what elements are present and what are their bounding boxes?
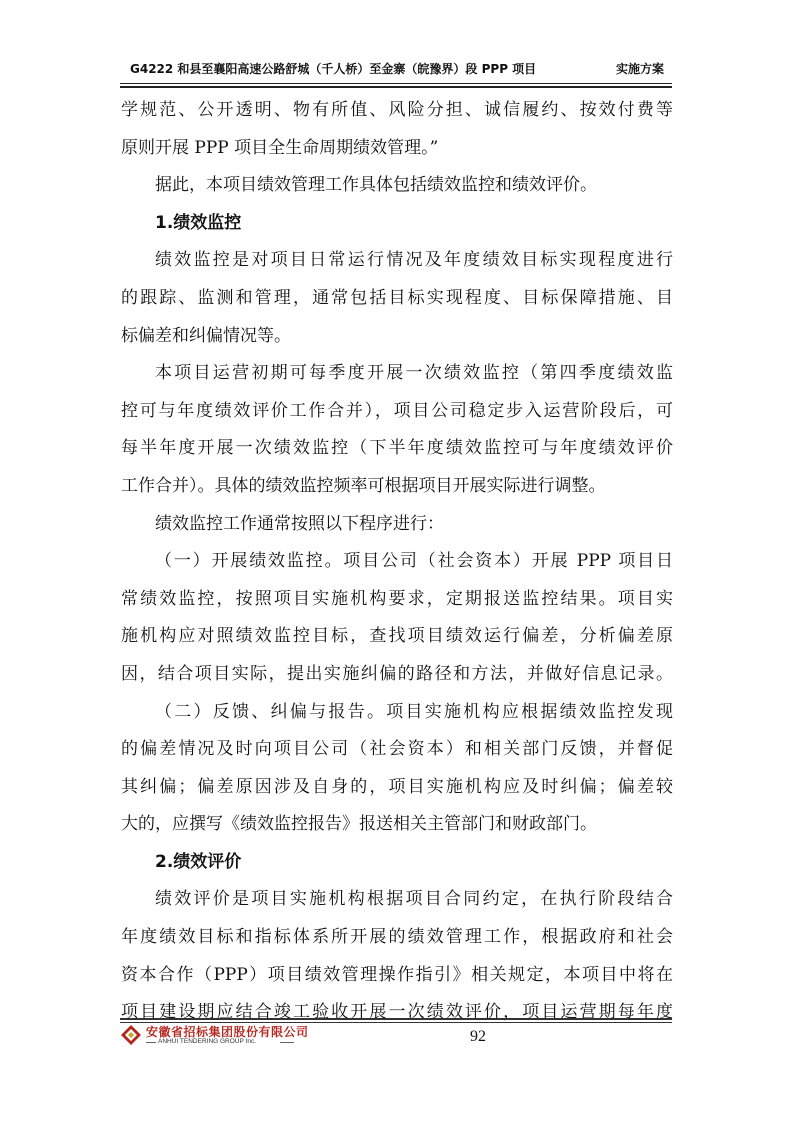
paragraph-line: 绩效监控工作通常按照以下程序进行： [155, 513, 444, 534]
paragraph-line: 据此，本项目绩效管理工作具体包括绩效监控和绩效评价。 [155, 175, 597, 196]
text-line: 年度绩效目标和指标体系所开展的绩效管理工作，根据政府和社会 [121, 927, 673, 948]
text-line: 项目建设期应结合竣工验收开展一次绩效评价，项目运营期每年度 [121, 1002, 673, 1023]
section-heading-evaluation: 2.绩效评价 [155, 851, 242, 872]
paragraph-line: 绩效评价是项目实施机构根据项目合同约定，在执行阶段结合 [155, 889, 673, 910]
text-line: 常绩效监控，按照项目实施机构要求，定期报送监控结果。项目实 [121, 588, 673, 609]
page-number: 92 [470, 1028, 486, 1045]
body-text [121, 92, 673, 1032]
section-heading-monitoring: 1.绩效监控 [155, 212, 242, 233]
text-line: 原则开展 PPP 项目全生命周期绩效管理。” [121, 137, 439, 158]
paragraph-line: 绩效监控是对项目日常运行情况及年度绩效目标实现程度进行 [155, 250, 673, 271]
header-rule-thick [120, 86, 672, 88]
text-line: 的偏差情况及时向项目公司（社会资本）和相关部门反馈，并督促 [121, 739, 673, 760]
document-title: G4222 和县至襄阳高速公路舒城（千人桥）至金寨（皖豫界）段 PPP 项目 [130, 62, 537, 76]
paragraph-line: 本项目运营初期可每季度开展一次绩效监控（第四季度绩效监 [155, 363, 673, 384]
logo-en-rule-left [146, 1042, 156, 1043]
text-line: 标偏差和纠偏情况等。 [121, 325, 291, 346]
text-line: 控可与年度绩效评价工作合并），项目公司稳定步入运营阶段后，可 [121, 400, 673, 421]
text-line: 因，结合项目实际，提出实施纠偏的路径和方法，并做好信息记录。 [121, 663, 673, 684]
company-logo [120, 1024, 340, 1046]
text-line: 的跟踪、监测和管理，通常包括目标实现程度、目标保障措施、目 [121, 287, 673, 308]
section-label: 实施方案 [615, 62, 664, 76]
header-rule-thin [120, 83, 672, 84]
company-logo-icon [120, 1024, 142, 1046]
company-name-en: ANHUI TENDERING GROUP Inc. [158, 1038, 256, 1045]
text-line: 施机构应对照绩效监控目标，查找项目绩效运行偏差，分析偏差原 [121, 626, 673, 647]
text-line: 大的，应撰写《绩效监控报告》报送相关主管部门和财政部门。 [121, 814, 597, 835]
footer-rule-thick [120, 1018, 672, 1020]
paragraph-line: （一）开展绩效监控。项目公司（社会资本）开展 PPP 项目日 [155, 551, 673, 572]
paragraph-line: （二）反馈、纠偏与报告。项目实施机构应根据绩效监控发现 [155, 701, 673, 722]
text-line: 其纠偏；偏差原因涉及自身的，项目实施机构应及时纠偏；偏差较 [121, 776, 673, 797]
text-line: 每半年度开展一次绩效监控（下半年度绩效监控可与年度绩效评价 [121, 438, 673, 459]
company-name-cn: 安徽省招标集团股份有限公司 [146, 1025, 309, 1039]
text-line: 工作合并）。具体的绩效监控频率可根据项目开展实际进行调整。 [121, 475, 606, 496]
text-line: 资本合作（PPP）项目绩效管理操作指引》相关规定，本项目中将在 [121, 964, 673, 985]
logo-en-rule-right [280, 1042, 294, 1043]
page-header [120, 56, 672, 82]
text-line: 学规范、公开透明、物有所值、风险分担、诚信履约、按效付费等 [121, 100, 673, 120]
